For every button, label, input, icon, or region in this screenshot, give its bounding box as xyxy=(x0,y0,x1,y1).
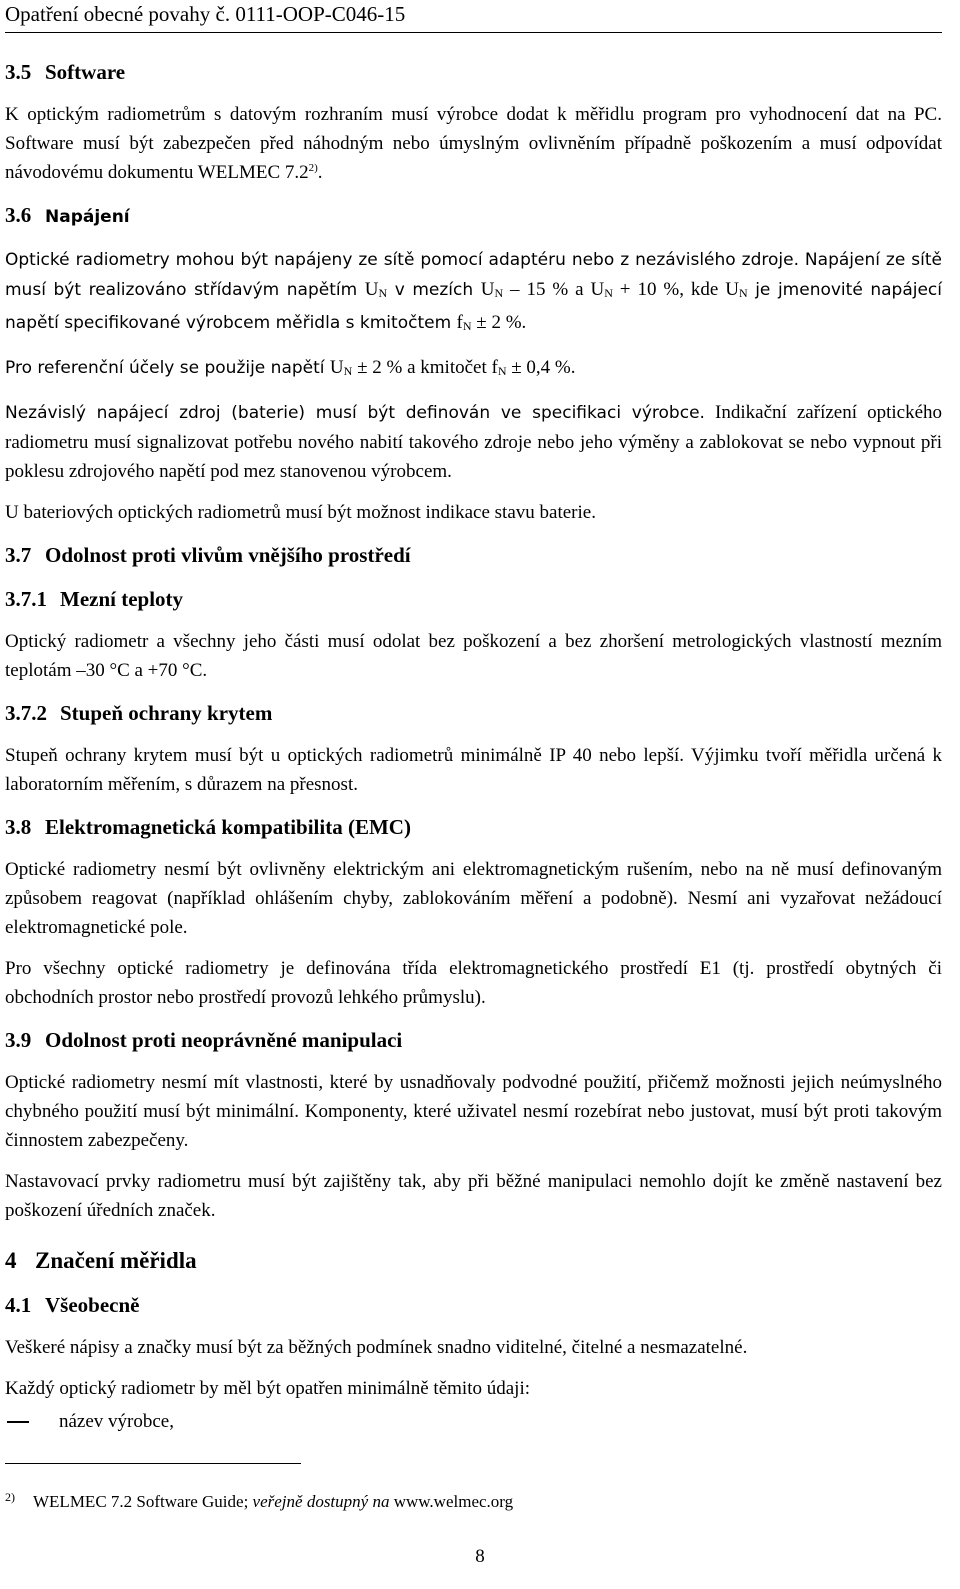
list-item: název výrobce, xyxy=(5,1407,942,1436)
section-3-9-paragraph-1: Optické radiometry nesmí mít vlastnosti, které by usnadňovaly podvodné použití, přičemž možnosti jejich neúmyslného chybného použití musí být minimální. Komponenty, které uživatel nesmí rozebírat nebo justovat, musí být proti takovým činnostem zabezpečeny. xyxy=(5,1072,942,1151)
section-3-7-1-paragraph: Optický radiometr a všechny jeho části musí odolat bez poškození a bez zhoršení metrologických vlastností mezním teplotám –30 °C a +70 °C. xyxy=(5,631,942,681)
section-3-8-paragraph-2: Pro všechny optické radiometry je definována třída elektromagnetického prostředí E1 (tj. prostředí obytných či obchodních prostor nebo prostředí provozů lehkého průmyslu). xyxy=(5,958,942,1008)
page-number: 8 xyxy=(475,1546,485,1567)
section-heading-3-7-2: 3.7.2 Stupeň ochrany krytem xyxy=(5,701,273,725)
section-heading-4-1: 4.1 Všeobecně xyxy=(5,1293,140,1317)
dash-bullet-icon xyxy=(7,1421,29,1423)
footnote-mark: 2) xyxy=(5,1490,15,1504)
section-heading-3-7-1: 3.7.1 Mezní teploty xyxy=(5,587,184,611)
section-3-9-paragraph-2: Nastavovací prvky radiometru musí být zajištěny tak, aby při běžné manipulaci nemohlo dojít ke změně nastavení bez poškození úředních značek. xyxy=(5,1171,942,1221)
section-heading-3-6: 3.6 Napájení xyxy=(5,203,130,227)
footnote: 2) WELMEC 7.2 Software Guide; veřejně dostupný na www.welmec.org xyxy=(5,1484,513,1515)
section-heading-3-8: 3.8 Elektromagnetická kompatibilita (EMC) xyxy=(5,815,411,839)
section-4-1-paragraph-2: Každý optický radiometr by měl být opatřen minimálně těmito údaji: xyxy=(5,1378,531,1399)
section-heading-3-5: 3.5 Software xyxy=(5,60,126,84)
section-3-6-paragraph-1: Optické radiometry mohou být napájeny ze sítě pomocí adaptéru nebo z nezávislého zdroje. Napájení ze sítě musí být realizováno střídavým napětím $U_N$ v mezích $U_N - 15$ % a $U_N + 10$ %, kde $U_N$ je jmenovité napájecí napětí specifikované výrobcem měřidla s kmitočtem $f_N \pm 2$ %. xyxy=(5,250,943,333)
section-3-6-paragraph-2: Pro referenční účely se použije napětí $U_N \pm 2$ % a kmitočet $f_N \pm 0,4$ %. xyxy=(5,357,576,378)
section-3-6-paragraph-4: U bateriových optických radiometrů musí být možnost indikace stavu baterie. xyxy=(5,502,596,523)
page-header: Opatření obecné povahy č. 0111-OOP-C046-15 xyxy=(5,2,406,26)
section-heading-3-7: 3.7 Odolnost proti vlivům vnějšího prostředí xyxy=(5,543,411,567)
section-heading-3-9: 3.9 Odolnost proti neoprávněné manipulaci xyxy=(5,1028,403,1052)
section-heading-4: 4 Značení měřidla xyxy=(5,1248,197,1273)
section-4-1-paragraph-1: Veškeré nápisy a značky musí být za běžných podmínek snadno viditelné, čitelné a nesmazatelné. xyxy=(5,1337,748,1358)
section-3-8-paragraph-1: Optické radiometry nesmí být ovlivněny elektrickým ani elektromagnetickým rušením, nebo na ně musí definovaným způsobem reagovat (například ohlášením chyby, zablokováním měření a podobně). Nesmí ani vyzařovat nežádoucí elektromagnetické pole. xyxy=(5,859,942,938)
section-3-5-paragraph: K optickým radiometrům s datovým rozhraním musí výrobce dodat k měřidlu program pro vyhodnocení dat na PC. Software musí být zabezpečen před náhodným nebo úmyslným ovlivněním případně poškozením a musí odpovídat návodovému dokumentu WELMEC 7.2$^{2)}$. xyxy=(5,104,942,183)
section-3-6-paragraph-3: Nezávislý napájecí zdroj (baterie) musí být definován ve specifikaci výrobce. Indikační zařízení optického radiometru musí signalizovat potřebu nového nabití takového zdroje nebo jeho výměny a zablokovat se nebo vypnout při poklesu zdrojového napětí pod mez stanovenou výrobcem. xyxy=(5,402,943,482)
document-body xyxy=(5,56,942,1436)
header-divider xyxy=(5,32,942,33)
section-3-7-2-paragraph: Stupeň ochrany krytem musí být u optických radiometrů minimálně IP 40 nebo lepší. Výjimku tvoří měřidla určená k laboratorním měřením, s důrazem na přesnost. xyxy=(5,745,942,795)
footnote-divider xyxy=(5,1463,301,1464)
